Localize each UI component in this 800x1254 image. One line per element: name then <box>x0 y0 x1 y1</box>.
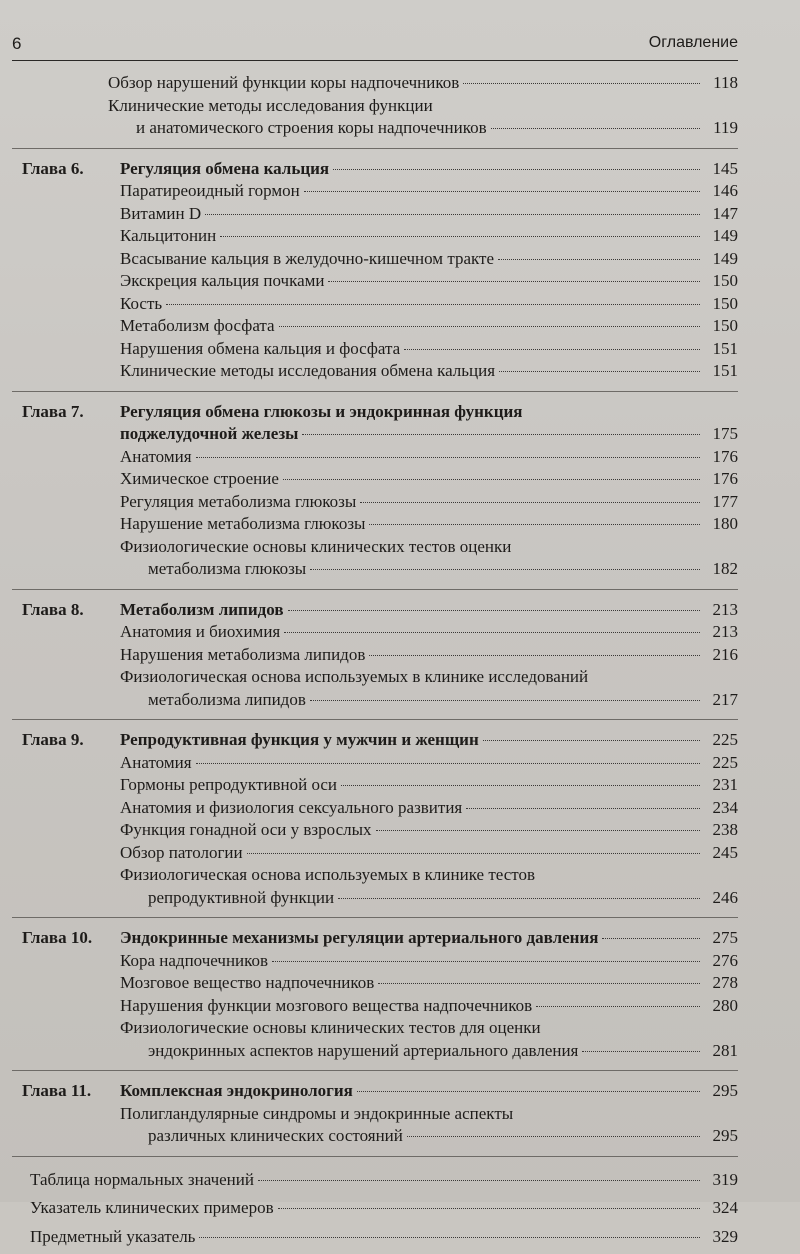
page-ref: 213 <box>712 622 738 641</box>
toc-entry-continuation <box>12 1040 738 1063</box>
chapter-title-text: Репродуктивная функция у мужчин и женщин <box>120 730 479 749</box>
chapter-block <box>12 927 738 1071</box>
toc-text: Экскреция кальция почками <box>120 271 325 290</box>
page-ref: 180 <box>712 514 738 533</box>
toc-text: Физиологическая основа используемых в клинике исследований <box>120 667 589 686</box>
toc-text: Нарушения метаболизма липидов <box>120 644 366 664</box>
toc-text: Нарушения обмена кальция и фосфата <box>120 338 401 358</box>
toc-entry <box>12 666 738 689</box>
page-ref: 217 <box>712 689 738 709</box>
toc-entry <box>12 536 738 559</box>
toc-text: метаболизма глюкозы <box>148 559 307 578</box>
toc-entry-continuation <box>12 887 738 910</box>
toc-text: Анатомия <box>120 446 192 466</box>
chapter-5-tail <box>12 72 738 149</box>
toc-text: Кора надпочечников <box>120 950 269 970</box>
page-ref: 280 <box>712 995 738 1015</box>
toc-text: Физиологические основы клинических тестов оценки <box>120 536 512 556</box>
toc-entry <box>12 1017 738 1040</box>
chapter-title <box>12 158 738 181</box>
page-ref: 182 <box>712 559 738 578</box>
toc-entry <box>12 491 738 514</box>
page-ref: 281 <box>712 1040 738 1060</box>
chapter-list <box>0 158 800 1157</box>
chapter-label: Глава 8. <box>22 599 84 619</box>
chapter-block <box>12 729 738 918</box>
chapter-label: Глава 6. <box>22 158 84 178</box>
page-ref: 213 <box>712 599 738 619</box>
page-ref: 295 <box>712 1081 738 1100</box>
toc-entry <box>12 621 738 644</box>
toc-entry: Таблица нормальных значений 319 <box>30 1169 738 1189</box>
chapter-title-text: Метаболизм липидов <box>120 599 284 619</box>
toc-text: Функция гонадной оси у взрослых <box>120 820 372 839</box>
chapter-title-text: поджелудочной железы <box>120 424 299 443</box>
toc-entry: Обзор нарушений функции коры надпочечников 118 <box>108 73 738 92</box>
chapter-title-text: Регуляция обмена глюкозы и эндокринная функция <box>120 401 523 421</box>
chapter-title-text: Эндокринные механизмы регуляции артериального давления <box>120 928 599 947</box>
page-ref: 151 <box>712 361 738 380</box>
toc-text: Мозговое вещество надпочечников <box>120 973 375 992</box>
toc-text: Клинические методы исследования обмена кальция <box>120 361 496 380</box>
toc-entry <box>12 338 738 361</box>
toc-text: Паратиреоидный гормон <box>120 181 300 200</box>
toc-text: репродуктивной функции <box>148 887 335 907</box>
page-ref: 177 <box>712 491 738 511</box>
table-of-contents <box>0 72 800 1254</box>
chapter-label: Глава 9. <box>22 730 84 749</box>
toc-text: Всасывание кальция в желудочно-кишечном тракте <box>120 248 495 268</box>
chapter-block <box>12 599 738 721</box>
chapter-title-text: Комплексная эндокринология <box>120 1081 353 1100</box>
toc-entry <box>12 864 738 887</box>
page-ref: 231 <box>712 775 738 794</box>
toc-entry: Указатель клинических примеров 324 <box>30 1198 738 1217</box>
toc-text: эндокринных аспектов нарушений артериального давления <box>148 1040 579 1060</box>
toc-entry <box>12 468 738 491</box>
toc-entry <box>12 360 738 383</box>
toc-text: Физиологические основы клинических тестов для оценки <box>120 1018 541 1037</box>
toc-text: различных клинических состояний <box>148 1126 403 1145</box>
toc-entry <box>12 950 738 973</box>
page-ref: 276 <box>712 950 738 970</box>
toc-entry <box>12 644 738 667</box>
page-ref: 238 <box>712 820 738 839</box>
toc-entry <box>12 752 738 775</box>
toc-entry <box>12 203 738 226</box>
toc-text: Кальцитонин <box>120 226 217 245</box>
toc-text: Витамин D <box>120 203 202 223</box>
page-ref: 149 <box>712 248 738 268</box>
toc-entry <box>12 513 738 536</box>
toc-entry-continuation <box>12 558 738 581</box>
chapter-title <box>12 401 738 424</box>
toc-text: Нарушение метаболизма глюкозы <box>120 514 366 533</box>
toc-text: Нарушения функции мозгового вещества надпочечников <box>120 995 533 1015</box>
page-ref: 151 <box>712 338 738 358</box>
page-ref: 278 <box>712 973 738 992</box>
chapter-label: Глава 11. <box>22 1081 92 1100</box>
page-ref: 145 <box>712 158 738 178</box>
toc-entry-continuation: и анатомического строения коры надпочечников 119 <box>136 118 738 137</box>
page-ref: 146 <box>712 181 738 200</box>
toc-entry <box>12 180 738 203</box>
page-ref: 245 <box>712 842 738 862</box>
toc-entry <box>12 248 738 271</box>
page-ref: 150 <box>712 293 738 313</box>
toc-text: метаболизма липидов <box>148 689 306 709</box>
toc-text: Гормоны репродуктивной оси <box>120 775 338 794</box>
chapter-title <box>12 927 738 950</box>
page-header <box>12 30 738 56</box>
chapter-title-text: Регуляция обмена кальция <box>120 158 330 178</box>
page-ref: 246 <box>712 887 738 907</box>
toc-entry: Предметный указатель 329 <box>30 1226 738 1246</box>
back-matter <box>12 1169 738 1249</box>
chapter-block <box>12 1080 738 1157</box>
page-ref: 176 <box>712 446 738 466</box>
toc-entry <box>12 446 738 469</box>
toc-entry-continuation <box>12 689 738 712</box>
toc-text: Анатомия и физиология сексуального развития <box>120 797 463 817</box>
toc-entry <box>12 293 738 316</box>
toc-text: Химическое строение <box>120 469 279 488</box>
running-title: Оглавление <box>648 34 738 51</box>
chapter-label: Глава 7. <box>22 401 84 421</box>
toc-entry <box>12 842 738 865</box>
chapter-title-continuation <box>12 423 738 446</box>
toc-entry-continuation <box>12 1125 738 1148</box>
chapter-title <box>12 729 738 752</box>
toc-entry <box>12 270 738 293</box>
toc-text: Метаболизм фосфата <box>120 316 275 335</box>
toc-entry <box>12 995 738 1018</box>
toc-entry <box>12 225 738 248</box>
page-ref: 147 <box>712 203 738 223</box>
page-ref: 295 <box>712 1126 738 1145</box>
toc-entry <box>12 797 738 820</box>
toc-entry <box>12 774 738 797</box>
page-ref: 150 <box>712 271 738 290</box>
chapter-title <box>12 1080 738 1103</box>
chapter-title <box>12 599 738 622</box>
chapter-label: Глава 10. <box>22 928 93 947</box>
toc-entry <box>12 1103 738 1126</box>
page-ref: 225 <box>712 752 738 772</box>
page-ref: 275 <box>712 928 738 947</box>
page-ref: 149 <box>712 226 738 245</box>
toc-text: Анатомия и биохимия <box>120 622 281 641</box>
page-ref: 150 <box>712 316 738 335</box>
page-ref: 216 <box>712 644 738 664</box>
toc-text: Анатомия <box>120 752 192 772</box>
toc-text: Полигландулярные синдромы и эндокринные аспекты <box>120 1103 514 1123</box>
page-ref: 234 <box>712 797 738 817</box>
page-number: 6 <box>12 34 22 53</box>
chapter-block <box>12 401 738 590</box>
toc-entry <box>12 972 738 995</box>
page-ref: 175 <box>712 424 738 443</box>
toc-entry <box>12 315 738 338</box>
header-rule <box>12 60 738 61</box>
toc-text: Обзор патологии <box>120 842 243 862</box>
toc-text: Регуляция метаболизма глюкозы <box>120 491 357 511</box>
page-ref: 176 <box>712 469 738 488</box>
chapter-block <box>12 158 738 392</box>
toc-text: Кость <box>120 293 163 313</box>
page-ref: 225 <box>712 730 738 749</box>
toc-entry: Клинические методы исследования функции <box>108 95 433 115</box>
toc-text: Физиологическая основа используемых в клинике тестов <box>120 865 535 884</box>
toc-entry <box>12 819 738 842</box>
